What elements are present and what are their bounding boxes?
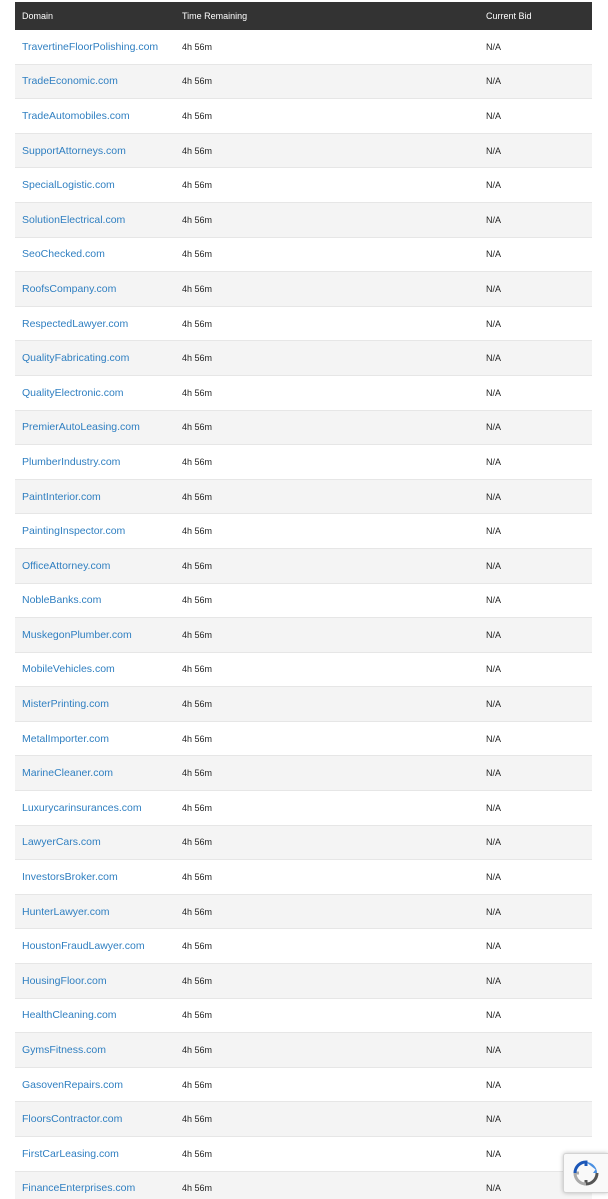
recaptcha-icon — [572, 1159, 600, 1187]
cell-current-bid: N/A — [486, 1183, 502, 1194]
table-row — [15, 722, 592, 757]
recaptcha-badge[interactable] — [563, 1153, 608, 1193]
domain-link[interactable]: FloorsContractor.com — [22, 1113, 123, 1126]
domain-link[interactable]: TradeEconomic.com — [22, 75, 118, 88]
cell-time-remaining: 4h 56m — [182, 560, 213, 571]
cell-time-remaining: 4h 56m — [182, 1079, 213, 1090]
domain-link[interactable]: MarineCleaner.com — [22, 767, 114, 780]
cell-time-remaining: 4h 56m — [182, 387, 213, 398]
cell-domain — [15, 733, 182, 745]
cell-current-bid: N/A — [486, 802, 502, 813]
cell-current-bid: N/A — [486, 664, 502, 675]
cell-domain — [15, 1044, 182, 1056]
cell-time-remaining: 4h 56m — [182, 526, 213, 537]
cell-time-remaining: 4h 56m — [182, 1010, 213, 1021]
table-row — [15, 860, 592, 895]
table-row — [15, 411, 592, 446]
cell-current-bid: N/A — [486, 733, 502, 744]
cell-domain — [15, 629, 182, 641]
cell-domain — [15, 525, 182, 537]
domain-link[interactable]: PaintingInspector.com — [22, 525, 126, 538]
cell-domain — [15, 663, 182, 675]
cell-time-remaining: 4h 56m — [182, 214, 213, 225]
domain-link[interactable]: HousingFloor.com — [22, 974, 107, 987]
cell-current-bid: N/A — [486, 629, 502, 640]
cell-current-bid: N/A — [486, 41, 502, 52]
cell-time-remaining: 4h 56m — [182, 1114, 213, 1125]
cell-domain — [15, 836, 182, 848]
cell-domain — [15, 802, 182, 814]
domain-link[interactable]: FirstCarLeasing.com — [22, 1147, 119, 1160]
cell-domain — [15, 1148, 182, 1160]
domain-link[interactable]: Luxurycarinsurances.com — [22, 801, 142, 814]
cell-current-bid: N/A — [486, 318, 502, 329]
cell-current-bid: N/A — [486, 180, 502, 191]
cell-current-bid: N/A — [486, 422, 502, 433]
domain-link[interactable]: PaintInterior.com — [22, 490, 101, 503]
table-row — [15, 480, 592, 515]
table-row — [15, 1137, 592, 1172]
table-row — [15, 307, 592, 342]
cell-current-bid: N/A — [486, 595, 502, 606]
table-row — [15, 168, 592, 203]
cell-current-bid: N/A — [486, 768, 502, 779]
cell-domain — [15, 594, 182, 606]
cell-domain — [15, 145, 182, 157]
cell-domain — [15, 975, 182, 987]
cell-current-bid: N/A — [486, 526, 502, 537]
header-domain: Domain — [22, 11, 54, 21]
cell-domain — [15, 871, 182, 883]
cell-time-remaining: 4h 56m — [182, 629, 213, 640]
table-body — [15, 30, 592, 1199]
header-time-remaining: Time Remaining — [182, 11, 248, 21]
table-row — [15, 341, 592, 376]
table-row — [15, 687, 592, 722]
domain-link[interactable]: PremierAutoLeasing.com — [22, 421, 140, 434]
domain-link[interactable]: MuskegonPlumber.com — [22, 628, 132, 641]
cell-time-remaining: 4h 56m — [182, 145, 213, 156]
cell-current-bid: N/A — [486, 975, 502, 986]
table-row — [15, 756, 592, 791]
table-row — [15, 999, 592, 1034]
table-row — [15, 584, 592, 619]
cell-domain — [15, 940, 182, 952]
domain-link[interactable]: RoofsCompany.com — [22, 282, 117, 295]
table-row — [15, 826, 592, 861]
table-row — [15, 99, 592, 134]
cell-time-remaining: 4h 56m — [182, 595, 213, 606]
cell-current-bid: N/A — [486, 491, 502, 502]
domain-link[interactable]: NobleBanks.com — [22, 594, 102, 607]
cell-domain — [15, 1079, 182, 1091]
cell-current-bid: N/A — [486, 110, 502, 121]
domain-link[interactable]: RespectedLawyer.com — [22, 317, 129, 330]
cell-domain — [15, 248, 182, 260]
cell-current-bid: N/A — [486, 837, 502, 848]
domain-link[interactable]: MetalImporter.com — [22, 732, 109, 745]
cell-current-bid: N/A — [486, 456, 502, 467]
cell-current-bid: N/A — [486, 560, 502, 571]
cell-time-remaining: 4h 56m — [182, 76, 213, 87]
table-row — [15, 1102, 592, 1137]
table-row — [15, 514, 592, 549]
domain-link[interactable]: FinanceEnterprises.com — [22, 1182, 136, 1195]
cell-current-bid: N/A — [486, 214, 502, 225]
table-row — [15, 618, 592, 653]
table-row — [15, 1033, 592, 1068]
cell-domain — [15, 283, 182, 295]
cell-current-bid: N/A — [486, 872, 502, 883]
cell-domain — [15, 560, 182, 572]
cell-domain — [15, 110, 182, 122]
domain-link[interactable]: GymsFitness.com — [22, 1044, 107, 1057]
domain-link[interactable]: SeoChecked.com — [22, 248, 105, 261]
cell-time-remaining: 4h 56m — [182, 699, 213, 710]
table-header — [15, 2, 592, 30]
table-row — [15, 272, 592, 307]
domain-link[interactable]: TravertineFloorPolishing.com — [22, 40, 159, 53]
cell-time-remaining: 4h 56m — [182, 180, 213, 191]
table-row — [15, 964, 592, 999]
cell-domain — [15, 698, 182, 710]
table-row — [15, 203, 592, 238]
table-row — [15, 549, 592, 584]
table-row — [15, 65, 592, 100]
cell-time-remaining: 4h 56m — [182, 41, 213, 52]
cell-time-remaining: 4h 56m — [182, 283, 213, 294]
domain-link[interactable]: HoustonFraudLawyer.com — [22, 940, 145, 953]
cell-domain — [15, 456, 182, 468]
domain-link[interactable]: HunterLawyer.com — [22, 905, 110, 918]
domain-link[interactable]: LawyerCars.com — [22, 836, 101, 849]
table-row — [15, 653, 592, 688]
domain-link[interactable]: SpecialLogistic.com — [22, 179, 115, 192]
cell-current-bid: N/A — [486, 283, 502, 294]
header-current-bid: Current Bid — [486, 11, 532, 21]
cell-time-remaining: 4h 56m — [182, 1045, 213, 1056]
domain-link[interactable]: OfficeAttorney.com — [22, 559, 111, 572]
cell-time-remaining: 4h 56m — [182, 837, 213, 848]
cell-current-bid: N/A — [486, 1148, 502, 1159]
cell-time-remaining: 4h 56m — [182, 906, 213, 917]
table-row — [15, 1068, 592, 1103]
domain-link[interactable]: InvestorsBroker.com — [22, 871, 118, 884]
domain-link[interactable]: PlumberIndustry.com — [22, 455, 121, 468]
cell-time-remaining: 4h 56m — [182, 422, 213, 433]
cell-time-remaining: 4h 56m — [182, 318, 213, 329]
cell-time-remaining: 4h 56m — [182, 1183, 213, 1194]
cell-domain — [15, 352, 182, 364]
table-row — [15, 238, 592, 273]
cell-time-remaining: 4h 56m — [182, 491, 213, 502]
table-row — [15, 791, 592, 826]
cell-current-bid: N/A — [486, 387, 502, 398]
cell-current-bid: N/A — [486, 906, 502, 917]
table-row — [15, 134, 592, 169]
cell-current-bid: N/A — [486, 1045, 502, 1056]
cell-time-remaining: 4h 56m — [182, 733, 213, 744]
cell-domain — [15, 387, 182, 399]
cell-current-bid: N/A — [486, 699, 502, 710]
cell-time-remaining: 4h 56m — [182, 872, 213, 883]
cell-time-remaining: 4h 56m — [182, 353, 213, 364]
cell-current-bid: N/A — [486, 1079, 502, 1090]
table-row — [15, 30, 592, 65]
cell-domain — [15, 179, 182, 191]
table-row — [15, 929, 592, 964]
cell-time-remaining: 4h 56m — [182, 1148, 213, 1159]
cell-time-remaining: 4h 56m — [182, 456, 213, 467]
domain-link[interactable]: TradeAutomobiles.com — [22, 109, 130, 122]
cell-domain — [15, 1009, 182, 1021]
domain-link[interactable]: MobileVehicles.com — [22, 663, 115, 676]
table-row — [15, 376, 592, 411]
cell-domain — [15, 906, 182, 918]
cell-time-remaining: 4h 56m — [182, 664, 213, 675]
cell-domain — [15, 767, 182, 779]
cell-time-remaining: 4h 56m — [182, 249, 213, 260]
domain-link[interactable]: GasovenRepairs.com — [22, 1078, 123, 1091]
cell-domain — [15, 421, 182, 433]
domain-link[interactable]: QualityFabricating.com — [22, 352, 130, 365]
cell-domain — [15, 318, 182, 330]
domain-link[interactable]: MisterPrinting.com — [22, 698, 109, 711]
domain-link[interactable]: QualityElectronic.com — [22, 386, 124, 399]
cell-domain — [15, 1182, 182, 1194]
cell-current-bid: N/A — [486, 353, 502, 364]
table-row — [15, 895, 592, 930]
domain-link[interactable]: SupportAttorneys.com — [22, 144, 126, 157]
cell-time-remaining: 4h 56m — [182, 768, 213, 779]
cell-current-bid: N/A — [486, 1010, 502, 1021]
table-row — [15, 445, 592, 480]
domain-link[interactable]: HealthCleaning.com — [22, 1009, 117, 1022]
cell-time-remaining: 4h 56m — [182, 110, 213, 121]
cell-current-bid: N/A — [486, 145, 502, 156]
cell-current-bid: N/A — [486, 249, 502, 260]
table-row — [15, 1172, 592, 1199]
cell-time-remaining: 4h 56m — [182, 975, 213, 986]
cell-domain — [15, 1113, 182, 1125]
cell-current-bid: N/A — [486, 1114, 502, 1125]
cell-domain — [15, 214, 182, 226]
cell-domain — [15, 491, 182, 503]
cell-time-remaining: 4h 56m — [182, 802, 213, 813]
cell-current-bid: N/A — [486, 941, 502, 952]
cell-time-remaining: 4h 56m — [182, 941, 213, 952]
cell-current-bid: N/A — [486, 76, 502, 87]
auction-table — [15, 2, 592, 1199]
domain-link[interactable]: SolutionElectrical.com — [22, 213, 126, 226]
cell-domain — [15, 41, 182, 53]
cell-domain — [15, 75, 182, 87]
